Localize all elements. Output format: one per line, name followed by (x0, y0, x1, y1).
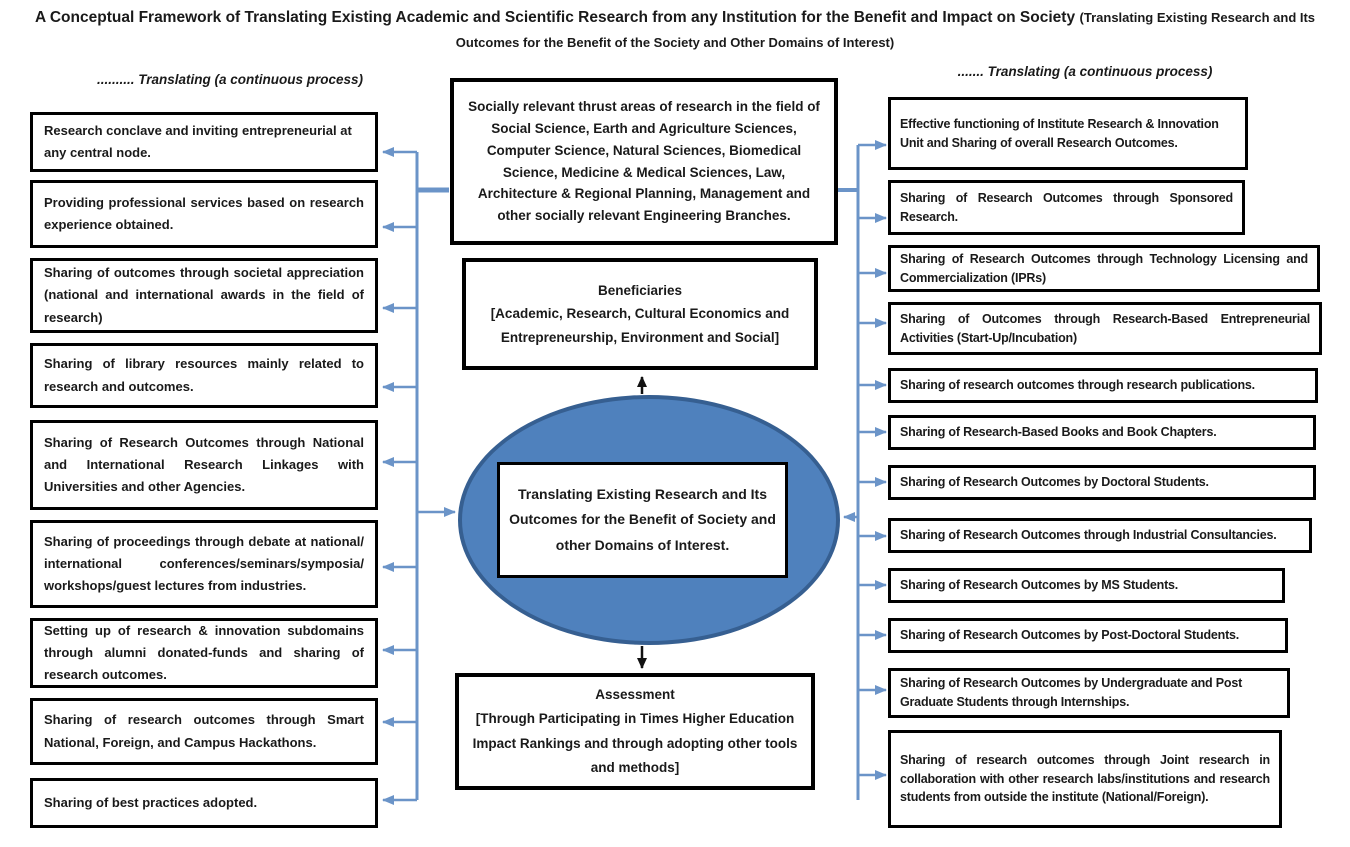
left-box: Sharing of outcomes through societal appreciation (national and international awards in the field of research) (30, 258, 378, 333)
right-process-label: ....... Translating (a continuous process) (957, 64, 1213, 79)
core-statement-box: Translating Existing Research and Its Outcomes for the Benefit of Society and other Domains of Interest. (497, 462, 788, 578)
right-box: Sharing of Research Outcomes through Sponsored Research. (888, 180, 1245, 235)
left-box: Setting up of research & innovation subdomains through alumni donated-funds and sharing of research outcomes. (30, 618, 378, 688)
left-box: Sharing of proceedings through debate at national/ international conferences/seminars/symposia/ workshops/guest lectures from industries. (30, 520, 378, 608)
assessment-body: [Through Participating in Times Higher Education Impact Rankings and through adopting other tools and methods] (472, 711, 798, 775)
right-box: Sharing of Research-Based Books and Book Chapters. (888, 415, 1316, 450)
beneficiaries-body: [Academic, Research, Cultural Economics and Entrepreneurship, Environment and Social] (490, 306, 790, 345)
diagram-title-main: A Conceptual Framework of Translating Existing Academic and Scientific Research from any Institution for the Benefit and Impact on Society (34, 9, 1076, 26)
right-box: Effective functioning of Institute Research & Innovation Unit and Sharing of overall Research Outcomes. (888, 97, 1248, 170)
assessment-box (455, 673, 815, 790)
right-box: Sharing of Research Outcomes through Industrial Consultancies. (888, 518, 1312, 553)
beneficiaries-title: Beneficiaries (597, 282, 683, 298)
right-box: Sharing of research outcomes through research publications. (888, 368, 1318, 403)
left-process-label: .......... Translating (a continuous process) (96, 72, 364, 87)
thrust-areas-box: Socially relevant thrust areas of research in the field of Social Science, Earth and Agriculture Sciences, Computer Science, Natural Sciences, Biomedical Science, Medicine & Medical Sciences, Law, Architecture & Regional Planning, Management and other socially relevant Engineering Branches. (450, 78, 838, 245)
right-box: Sharing of Research Outcomes by Undergraduate and Post Graduate Students through Internships. (888, 668, 1290, 718)
right-box: Sharing of research outcomes through Joint research in collaboration with other research labs/institutions and research students from outside the institute (National/Foreign). (888, 730, 1282, 828)
diagram-title (18, 6, 1332, 56)
right-box: Sharing of Research Outcomes by Doctoral Students. (888, 465, 1316, 500)
left-box: Research conclave and inviting entrepreneurial at any central node. (30, 112, 378, 172)
left-box: Sharing of library resources mainly related to research and outcomes. (30, 343, 378, 408)
diagram-title-paren: (Translating Existing Research and Its Outcomes for the Benefit of the Society and Other Domains of Interest) (455, 10, 1316, 50)
left-box: Providing professional services based on research experience obtained. (30, 180, 378, 248)
left-box: Sharing of best practices adopted. (30, 778, 378, 828)
left-box: Sharing of research outcomes through Smart National, Foreign, and Campus Hackathons. (30, 698, 378, 765)
right-box: Sharing of Research Outcomes by Post-Doctoral Students. (888, 618, 1288, 653)
beneficiaries-box (462, 258, 818, 370)
right-box: Sharing of Outcomes through Research-Based Entrepreneurial Activities (Start-Up/Incubation) (888, 302, 1322, 355)
left-box: Sharing of Research Outcomes through National and International Research Linkages with Universities and other Agencies. (30, 420, 378, 510)
assessment-title: Assessment (595, 686, 675, 702)
right-box: Sharing of Research Outcomes by MS Students. (888, 568, 1285, 603)
right-box: Sharing of Research Outcomes through Technology Licensing and Commercialization (IPRs) (888, 245, 1320, 292)
